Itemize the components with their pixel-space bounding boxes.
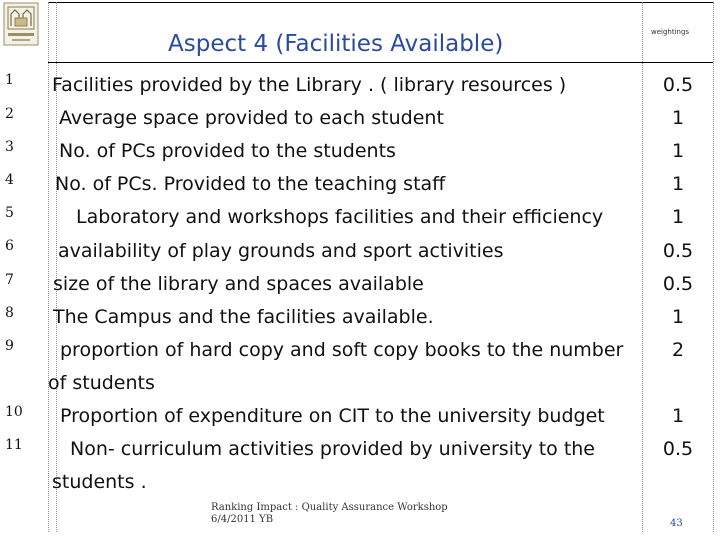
item-number: 10 (5, 404, 23, 420)
page-number: 43 (670, 518, 683, 529)
item-number: 2 (5, 106, 14, 122)
item-weight: 1 (671, 140, 685, 162)
item-number: 11 (5, 437, 23, 453)
item-weight: 1 (671, 206, 685, 228)
item-text-continued: students . (52, 471, 147, 493)
header-divider-line (48, 62, 713, 63)
item-number: 6 (5, 238, 14, 254)
item-weight: 2 (671, 339, 685, 361)
item-text-continued: of students (48, 372, 155, 394)
slide-footer (211, 502, 448, 526)
item-text: Non- curriculum activities provided by university to the (70, 438, 595, 460)
university-logo (3, 2, 39, 46)
item-weight: 0.5 (662, 74, 694, 96)
item-text: No. of PCs. Provided to the teaching staff (55, 173, 446, 195)
item-number: 1 (5, 72, 14, 88)
top-border-line (48, 2, 713, 3)
item-weight: 0.5 (662, 273, 694, 295)
item-text: availability of play grounds and sport activities (58, 240, 504, 262)
left-guide-line (48, 2, 49, 532)
footer-date-text: 6/4/2011 YB (211, 514, 274, 525)
item-number: 9 (5, 338, 14, 354)
item-text: The Campus and the facilities available. (53, 306, 434, 328)
right-guide-line (713, 2, 714, 532)
slide-title: Aspect 4 (Facilities Available) (168, 31, 504, 57)
footer-workshop-text: Ranking Impact : Quality Assurance Workshop (211, 502, 448, 513)
item-weight: 1 (671, 405, 685, 427)
item-weight: 1 (671, 306, 685, 328)
item-text: Proportion of expenditure on CIT to the university budget (60, 405, 605, 427)
item-text: size of the library and spaces available (53, 273, 424, 295)
item-number: 3 (5, 139, 14, 155)
item-weight: 0.5 (662, 438, 694, 460)
item-text: No. of PCs provided to the students (59, 140, 396, 162)
item-number: 4 (5, 172, 14, 188)
item-weight: 1 (671, 173, 685, 195)
item-text: Facilities provided by the Library . ( library resources ) (52, 74, 567, 96)
item-number: 8 (5, 305, 14, 321)
item-weight: 1 (671, 107, 685, 129)
item-number: 7 (5, 272, 14, 288)
item-text: Laboratory and workshops facilities and their efficiency (76, 206, 604, 228)
item-number: 5 (5, 205, 14, 221)
item-weight: 0.5 (662, 240, 694, 262)
item-text: Average space provided to each student (59, 107, 444, 129)
item-text: proportion of hard copy and soft copy books to the number (60, 339, 624, 361)
weightings-header: weightings (651, 28, 690, 36)
